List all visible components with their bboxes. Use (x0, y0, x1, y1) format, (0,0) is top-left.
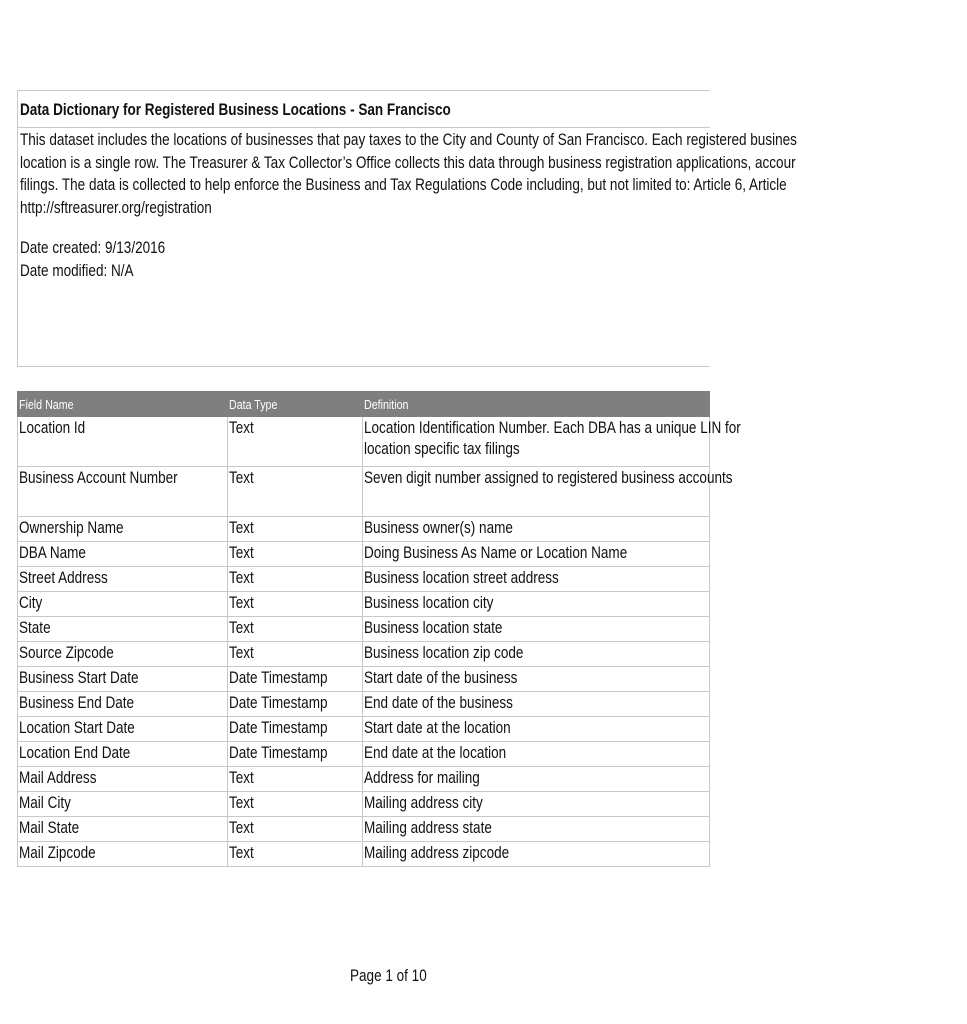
cell-definition (364, 743, 537, 764)
cell-data-type: Text (229, 569, 254, 587)
column-divider (709, 842, 710, 866)
cell-field-name: Business Start Date (19, 669, 139, 687)
table-row (17, 792, 710, 817)
date-created: Date created: 9/13/2016 (20, 239, 166, 257)
cell-field-name: State (19, 619, 51, 637)
column-divider (362, 842, 363, 866)
cell-field-name: Mail State (19, 819, 80, 837)
table-row (17, 542, 710, 567)
cell-data-type: Text (229, 769, 254, 787)
cell-definition (364, 543, 685, 564)
dataset-description (20, 129, 967, 219)
column-divider (17, 792, 18, 816)
column-divider (17, 767, 18, 791)
cell-definition (364, 793, 509, 814)
definition-line: Mailing address zipcode (364, 844, 510, 862)
definition-line: Start date at the location (364, 719, 511, 737)
column-divider (362, 567, 363, 591)
description-line: filings. The data is collected to help enforce the Business and Tax Regulations Code including, but not limited to: Article 6, Article (20, 176, 787, 194)
cell-field-name: Street Address (19, 569, 108, 587)
definition-line: Location Identification Number. Each DBA has a unique LIN for (364, 419, 741, 437)
date-modified: Date modified: N/A (20, 261, 134, 280)
column-divider (362, 817, 363, 841)
column-divider (709, 792, 710, 816)
cell-data-type: Date Timestamp (229, 719, 328, 737)
table-row (17, 742, 710, 767)
column-divider (362, 792, 363, 816)
cell-definition (364, 818, 520, 839)
column-divider (17, 592, 18, 616)
column-divider (709, 692, 710, 716)
column-divider (17, 817, 18, 841)
table-row (17, 467, 733, 517)
column-divider (709, 742, 710, 766)
column-divider (17, 467, 18, 516)
cell-data-type: Text (229, 419, 254, 437)
column-divider (709, 567, 710, 591)
column-divider (362, 742, 363, 766)
table-row (17, 592, 710, 617)
column-divider (709, 817, 710, 841)
cell-field-name: City (19, 594, 43, 612)
column-divider (362, 517, 363, 541)
column-divider (17, 617, 18, 641)
definition-line: Mailing address city (364, 794, 483, 812)
column-divider (709, 667, 710, 691)
column-divider (709, 517, 710, 541)
data-dictionary-table (17, 391, 741, 867)
cell-data-type: Date Timestamp (229, 694, 328, 712)
cell-field-name: Ownership Name (19, 519, 124, 537)
column-divider (227, 692, 228, 716)
column-divider (227, 817, 228, 841)
column-divider (362, 642, 363, 666)
table-row (17, 667, 710, 692)
title-divider (18, 127, 710, 128)
table-row (17, 842, 710, 867)
cell-field-name: Source Zipcode (19, 644, 114, 662)
table-row (17, 417, 741, 467)
column-divider (227, 592, 228, 616)
column-divider (17, 517, 18, 541)
column-divider (17, 567, 18, 591)
cell-data-type: Date Timestamp (229, 669, 328, 687)
column-divider (227, 667, 228, 691)
description-line: location is a single row. The Treasurer & Tax Collector’s Office collects this data through business registration applications, accour (20, 153, 796, 172)
dataset-description-box (17, 90, 797, 367)
cell-data-type: Text (229, 619, 254, 637)
table-row (17, 692, 710, 717)
column-divider (709, 617, 710, 641)
definition-line: End date at the location (364, 744, 507, 762)
column-divider (227, 642, 228, 666)
column-divider (709, 592, 710, 616)
column-divider (227, 617, 228, 641)
table-row (17, 642, 710, 667)
definition-line: Address for mailing (364, 769, 480, 787)
table-row (17, 717, 710, 742)
column-divider (227, 417, 228, 466)
column-divider (17, 842, 18, 866)
definition-line: Seven digit number assigned to registered business accounts (364, 469, 733, 487)
description-line: This dataset includes the locations of businesses that pay taxes to the City and County of San Francisco. Each registered busines (20, 131, 797, 149)
definition-line: Mailing address state (364, 819, 492, 837)
column-divider (362, 692, 363, 716)
page-number-text: Page 1 of 10 (350, 967, 427, 985)
column-divider (17, 692, 18, 716)
column-divider (227, 842, 228, 866)
definition-line: location specific tax filings (364, 440, 520, 458)
header-data-type: Data Type (229, 397, 278, 412)
header-field-name: Field Name (19, 397, 74, 412)
cell-field-name: Location Id (19, 419, 86, 437)
page-title-text: Data Dictionary for Registered Business Locations - San Francisco (20, 101, 451, 119)
column-divider (362, 667, 363, 691)
column-divider (227, 467, 228, 516)
table-row (17, 517, 710, 542)
cell-definition (364, 718, 543, 739)
cell-definition (364, 593, 522, 614)
cell-data-type: Date Timestamp (229, 744, 328, 762)
cell-definition (364, 768, 505, 789)
definition-line: Business location state (364, 619, 503, 637)
column-divider (227, 517, 228, 541)
column-divider (227, 767, 228, 791)
table-body (17, 417, 741, 867)
cell-definition (364, 618, 533, 639)
cell-data-type: Text (229, 594, 254, 612)
cell-definition (364, 468, 813, 489)
column-divider (709, 542, 710, 566)
definition-line: Business owner(s) name (364, 519, 513, 537)
cell-data-type: Text (229, 819, 254, 837)
cell-definition (364, 693, 546, 714)
column-divider (362, 717, 363, 741)
column-divider (227, 567, 228, 591)
table-row (17, 767, 710, 792)
definition-line: Doing Business As Name or Location Name (364, 544, 628, 562)
column-divider (362, 767, 363, 791)
cell-data-type: Text (229, 519, 254, 537)
column-divider (362, 467, 363, 516)
header-definition: Definition (364, 397, 409, 412)
cell-definition (364, 668, 551, 689)
cell-definition (364, 518, 546, 539)
cell-definition (364, 568, 602, 589)
column-divider (227, 717, 228, 741)
cell-definition (364, 418, 824, 460)
cell-field-name: DBA Name (19, 544, 86, 562)
column-divider (17, 667, 18, 691)
table-header-row (17, 391, 710, 417)
column-divider (709, 767, 710, 791)
table-row (17, 567, 710, 592)
cell-field-name: Mail Address (19, 769, 97, 787)
definition-line: End date of the business (364, 694, 513, 712)
column-divider (709, 642, 710, 666)
cell-definition (364, 843, 541, 864)
column-divider (362, 617, 363, 641)
page-number (350, 967, 444, 986)
table-row (17, 817, 710, 842)
cell-field-name: Location Start Date (19, 719, 135, 737)
column-divider (17, 717, 18, 741)
page-title (20, 101, 545, 123)
column-divider (362, 417, 363, 466)
date-info (20, 237, 197, 282)
cell-data-type: Text (229, 844, 254, 862)
column-divider (227, 542, 228, 566)
column-divider (17, 417, 18, 466)
cell-data-type: Text (229, 644, 254, 662)
column-divider (362, 592, 363, 616)
column-divider (17, 642, 18, 666)
cell-field-name: Business Account Number (19, 469, 178, 487)
column-divider (227, 742, 228, 766)
definition-line: Business location city (364, 594, 494, 612)
cell-data-type: Text (229, 469, 254, 487)
cell-field-name: Location End Date (19, 744, 131, 762)
cell-field-name: Mail City (19, 794, 71, 812)
definition-line: Business location street address (364, 569, 559, 587)
column-divider (17, 542, 18, 566)
column-divider (709, 717, 710, 741)
definition-line: Business location zip code (364, 644, 524, 662)
cell-data-type: Text (229, 544, 254, 562)
cell-field-name: Mail Zipcode (19, 844, 96, 862)
cell-data-type: Text (229, 794, 254, 812)
description-link[interactable]: http://sftreasurer.org/registration (20, 198, 212, 217)
table-row (17, 617, 710, 642)
cell-definition (364, 643, 558, 664)
column-divider (17, 742, 18, 766)
column-divider (362, 542, 363, 566)
column-divider (227, 792, 228, 816)
definition-line: Start date of the business (364, 669, 518, 687)
cell-field-name: Business End Date (19, 694, 135, 712)
